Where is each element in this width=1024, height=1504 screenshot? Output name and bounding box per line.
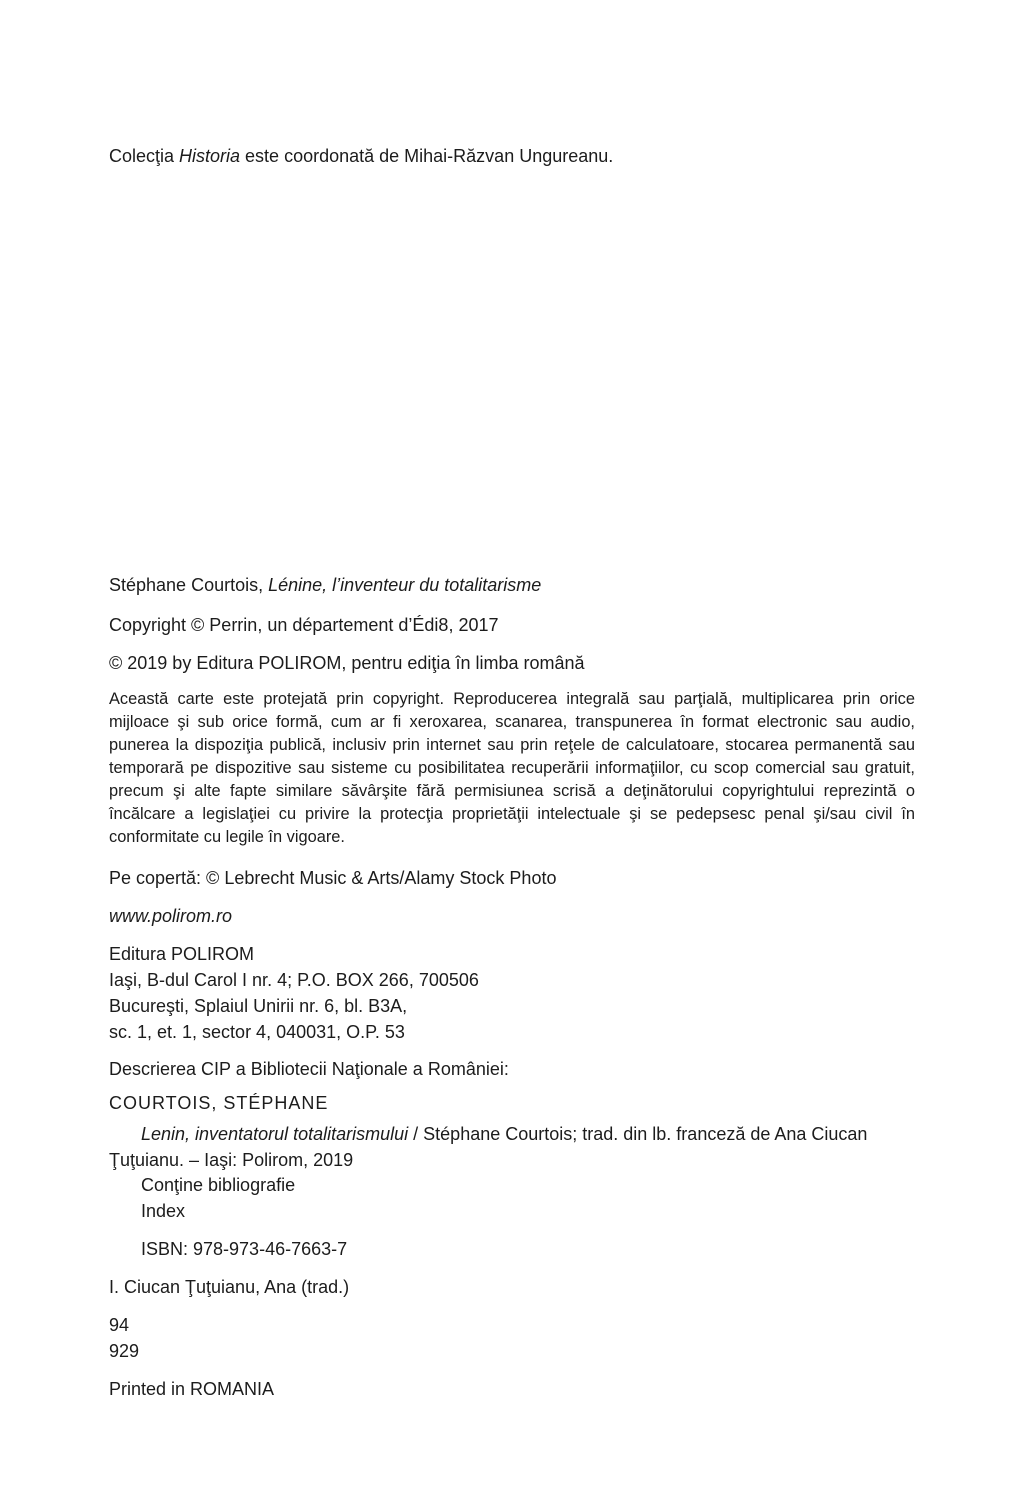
publisher-address-line3: sc. 1, et. 1, sector 4, 040031, O.P. 53: [109, 1022, 405, 1042]
cip-title-italic: Lenin, inventatorul totalitarismului: [141, 1124, 409, 1144]
publisher-name: Editura POLIROM: [109, 944, 255, 964]
cip-notes: [141, 1172, 295, 1224]
publisher-address-line2: Bucureşti, Splaiul Unirii nr. 6, bl. B3A,: [109, 996, 408, 1016]
original-author: Stéphane Courtois,: [109, 575, 269, 595]
original-title-line: [109, 572, 541, 598]
cip-isbn: ISBN: 978-973-46-7663-7: [141, 1239, 348, 1259]
collection-name: Historia: [179, 146, 241, 166]
cip-translator: I. Ciucan Ţuţuianu, Ana (trad.): [109, 1277, 350, 1297]
website-link[interactable]: www.polirom.ro: [109, 906, 233, 926]
copyright-romanian: © 2019 by Editura POLIROM, pentru ediţia în limba română: [109, 653, 585, 673]
original-title: Lénine, l’inventeur du totalitarisme: [268, 575, 542, 595]
cip-title-line2: Ţuţuianu. – Iaşi: Polirom, 2019: [109, 1150, 354, 1170]
collection-prefix: Colecţia: [109, 146, 180, 166]
cip-title-line1: [109, 1121, 867, 1147]
printed-in: Printed in ROMANIA: [109, 1379, 275, 1399]
publisher-block: [109, 941, 479, 1045]
cip-classification: [109, 1312, 139, 1364]
cip-title-block: [109, 1121, 867, 1173]
cip-title-rest1: / Stéphane Courtois; trad. din lb. franceză de Ana Ciucan: [408, 1124, 868, 1144]
collection-line: [109, 143, 613, 169]
collection-suffix: este coordonată de Mihai-Răzvan Ungureanu.: [240, 146, 614, 166]
publisher-address-line1: Iaşi, B-dul Carol I nr. 4; P.O. BOX 266, 700506: [109, 970, 479, 990]
cip-author: COURTOIS, STÉPHANE: [109, 1093, 329, 1113]
cip-class-94: 94: [109, 1315, 130, 1335]
cip-heading: Descrierea CIP a Bibliotecii Naţionale a României:: [109, 1059, 509, 1079]
cip-class-929: 929: [109, 1341, 140, 1361]
cip-index: Index: [141, 1201, 186, 1221]
cip-contains: Conţine bibliografie: [141, 1175, 296, 1195]
legal-notice: Această carte este protejată prin copyright. Reproducerea integrală sau parţială, multiplicarea prin orice mijloace şi sub orice formă, cum ar fi xeroxarea, scanarea, transpunerea în format electronic sau audio, punerea la dispoziţia publică, inclusiv prin internet sau prin reţele de calculatoare, stocarea permanentă sau temporară pe dispozitive sau sisteme cu posibilitatea recuperării informaţiilor, cu scop comercial sau gratuit, precum şi alte fapte similare săvârşite fără permisiunea scrisă a deţinătorului copyrightului reprezintă o încălcare a legislaţiei cu privire la protecţia proprietăţii intelectuale şi se pedepsesc penal şi/sau civil în conformitate cu legile în vigoare.: [109, 690, 915, 846]
cover-credit: Pe copertă: © Lebrecht Music & Arts/Alamy Stock Photo: [109, 868, 557, 888]
copyright-original: Copyright © Perrin, un département d’Édi8, 2017: [109, 615, 499, 635]
